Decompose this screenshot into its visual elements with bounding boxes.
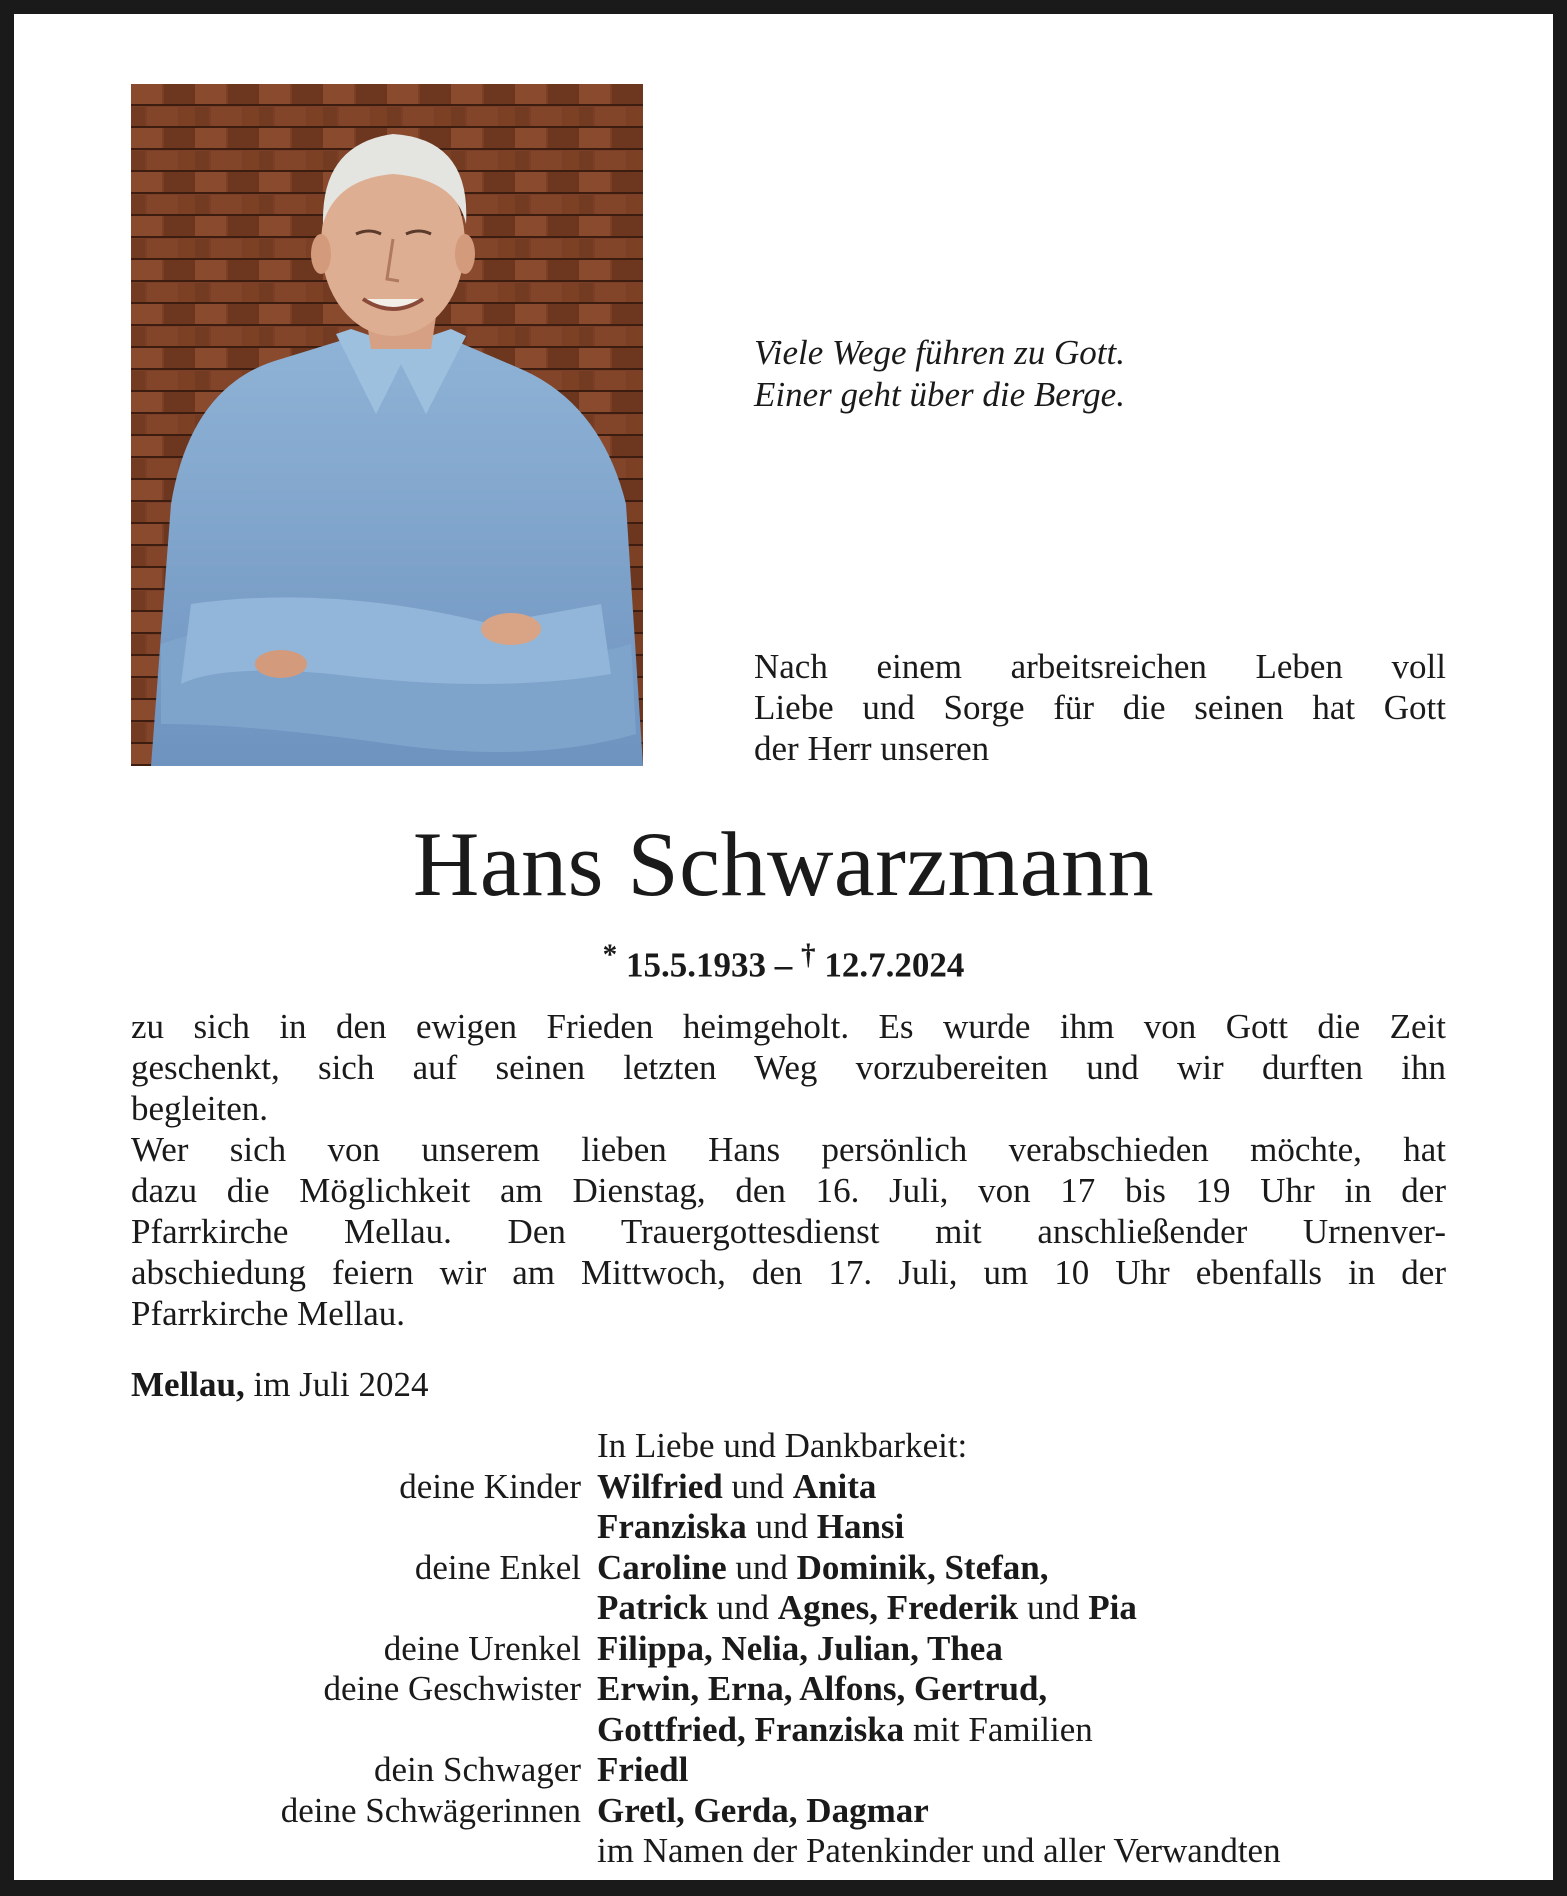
family-name-bold: Dominik, Stefan, <box>796 1547 1049 1587</box>
connector-text: und <box>1018 1588 1089 1627</box>
family-name-bold: Erwin, Erna, Alfons, Gertrud, <box>597 1669 1048 1708</box>
body-text <box>131 1006 1446 1334</box>
family-name-bold: Friedl <box>597 1750 689 1789</box>
family-name-bold: Wilfried <box>597 1466 723 1506</box>
signature-row <box>131 1750 1446 1791</box>
relation-names <box>597 1669 1446 1710</box>
body-line: abschiedung feiern wir am Mittwoch, den 17. Juli, um 10 Uhr ebenfalls in der <box>131 1253 1446 1292</box>
birth-date: 15.5.1933 <box>626 945 766 985</box>
family-name-bold: Pia <box>1088 1588 1137 1627</box>
body-line: dazu die Möglichkeit am Dienstag, den 16. Juli, von 17 bis 19 Uhr in der <box>131 1171 1446 1210</box>
signature-heading: In Liebe und Dankbarkeit: <box>597 1426 968 1465</box>
family-name-bold: Franziska <box>597 1507 747 1546</box>
place-date-text: im Juli 2024 <box>253 1365 429 1404</box>
relation-label: deine Urenkel <box>383 1628 581 1668</box>
deceased-name: Hans Schwarzmann <box>412 813 1155 915</box>
relation-label <box>131 1588 597 1629</box>
date-separator: – <box>774 945 793 985</box>
connector-text: und <box>707 1588 778 1627</box>
family-name-bold: Caroline <box>597 1547 727 1587</box>
relation-names <box>597 1710 1446 1751</box>
signature-block <box>131 1426 1446 1872</box>
signature-row <box>131 1710 1446 1751</box>
body-line: Wer sich von unserem lieben Hans persönlich verabschieden möchte, hat <box>131 1130 1446 1169</box>
signature-row <box>131 1467 1446 1508</box>
connector-text: und <box>746 1507 817 1546</box>
family-name-bold: Filippa, Nelia, Julian, Thea <box>597 1628 1003 1668</box>
signature-row <box>131 1831 1446 1872</box>
relation-names <box>597 1588 1446 1629</box>
relation-names <box>597 1831 1446 1872</box>
relation-names <box>597 1548 1446 1589</box>
place-date <box>131 1364 429 1406</box>
connector-text: mit Familien <box>904 1709 1093 1749</box>
relation-names <box>597 1507 1446 1548</box>
signature-row <box>131 1629 1446 1670</box>
intro-line: der Herr unseren <box>754 729 990 768</box>
intro-line: Liebe und Sorge für die seinen hat Gott <box>754 688 1446 727</box>
relation-label: deine Enkel <box>414 1547 581 1587</box>
body-line: geschenkt, sich auf seinen letzten Weg vorzubereiten und wir durften ihn <box>131 1048 1446 1087</box>
intro-line: Nach einem arbeitsreichen Leben voll <box>754 647 1446 686</box>
relation-label <box>131 1831 597 1872</box>
relation-label: deine Geschwister <box>323 1669 581 1708</box>
relation-label: deine Schwägerinnen <box>280 1790 581 1830</box>
intro-text <box>754 646 1446 769</box>
portrait-photo <box>131 84 643 766</box>
death-date: 12.7.2024 <box>824 945 965 985</box>
death-symbol: † <box>801 939 816 971</box>
family-name-bold: Patrick <box>597 1588 708 1627</box>
body-line: begleiten. <box>131 1089 269 1128</box>
signature-row <box>131 1507 1446 1548</box>
relation-label <box>131 1710 597 1751</box>
signature-row <box>131 1588 1446 1629</box>
quote <box>754 332 1125 416</box>
portrait-image <box>131 84 643 766</box>
life-dates <box>14 934 1553 987</box>
body-line: zu sich in den ewigen Frieden heimgeholt. Es wurde ihm von Gott die Zeit <box>131 1007 1446 1046</box>
body-line: Pfarrkirche Mellau. <box>131 1294 406 1333</box>
signature-row <box>131 1548 1446 1589</box>
birth-symbol: * <box>602 939 618 971</box>
place-town: Mellau, <box>131 1365 245 1404</box>
connector-text: im Namen der Patenkinder und aller Verwandten <box>597 1831 1281 1870</box>
relation-label <box>131 1507 597 1548</box>
quote-line: Einer geht über die Berge. <box>754 375 1125 414</box>
family-name-bold: Gretl, Gerda, Dagmar <box>597 1790 929 1830</box>
relation-label: dein Schwager <box>373 1750 581 1789</box>
relation-names <box>597 1750 1446 1791</box>
body-line: Pfarrkirche Mellau. Den Trauergottesdienst mit anschließender Urnenver- <box>131 1212 1446 1251</box>
family-name-bold: Gottfried, Franziska <box>597 1709 905 1749</box>
obituary-page <box>14 14 1553 1880</box>
signature-heading-row <box>131 1426 1446 1467</box>
relation-names <box>597 1629 1446 1670</box>
family-name-bold: Agnes, Frederik <box>777 1588 1019 1627</box>
relation-names <box>597 1791 1446 1832</box>
relation-names <box>597 1467 1446 1508</box>
family-name-bold: Anita <box>792 1466 877 1506</box>
connector-text: und <box>726 1547 797 1587</box>
signature-row <box>131 1791 1446 1832</box>
connector-text: und <box>722 1466 793 1506</box>
quote-line: Viele Wege führen zu Gott. <box>754 333 1125 372</box>
relation-label: deine Kinder <box>399 1466 581 1506</box>
family-name-bold: Hansi <box>816 1507 905 1546</box>
signature-row <box>131 1669 1446 1710</box>
